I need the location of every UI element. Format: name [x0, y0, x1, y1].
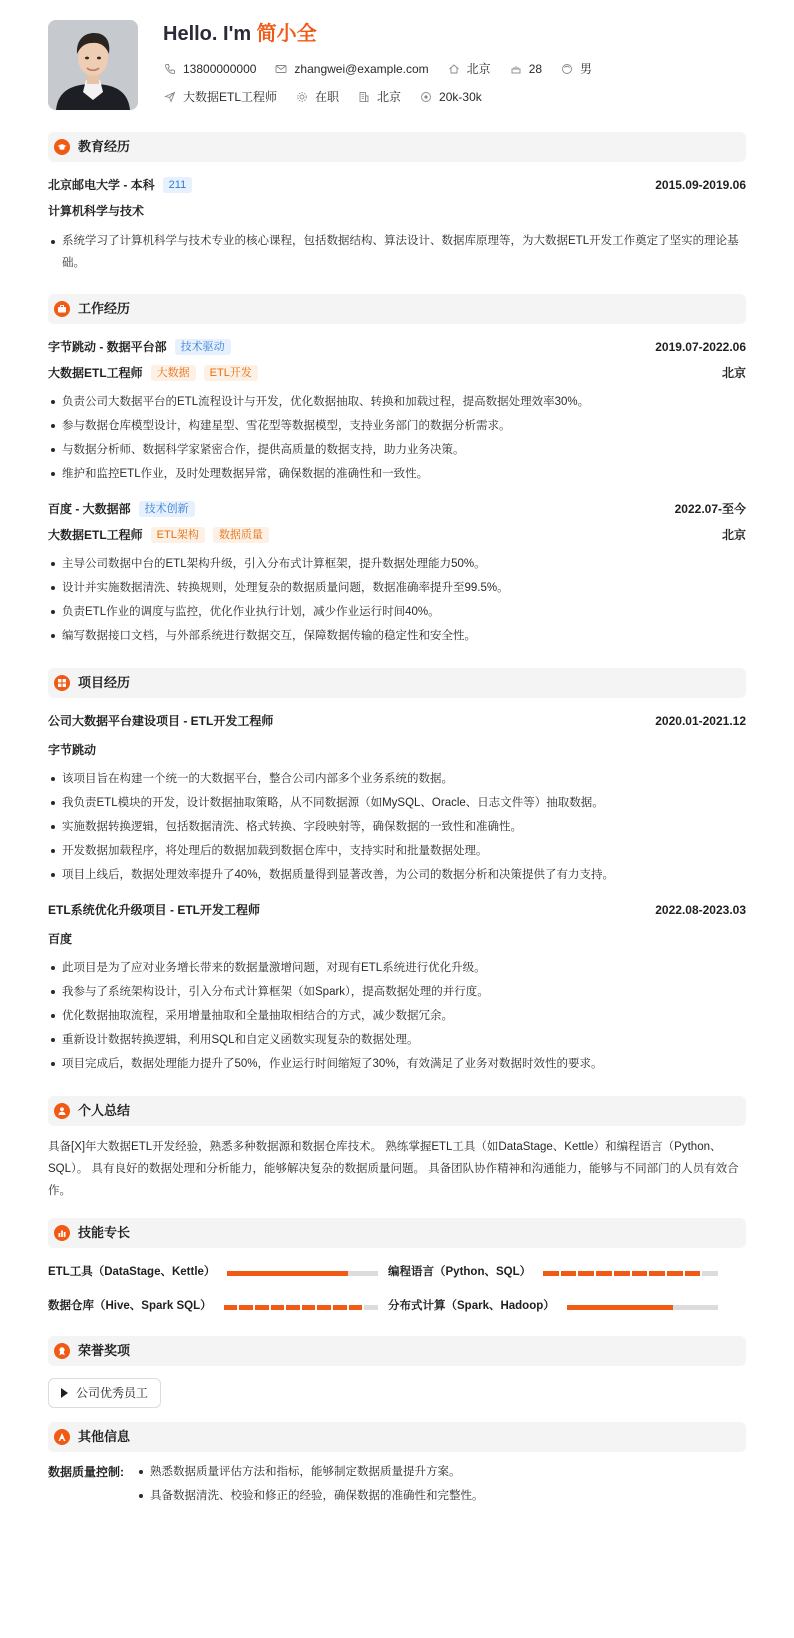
work-company-tag: 技术驱动	[175, 339, 231, 355]
education-header-row	[48, 172, 746, 198]
job-title-value: 大数据ETL工程师	[183, 90, 278, 104]
work-role-group	[48, 364, 258, 382]
phone-item	[163, 60, 256, 78]
work-location: 北京	[721, 366, 746, 380]
email-value: zhangwei@example.com	[294, 62, 429, 76]
work-company-group	[48, 338, 231, 356]
user-icon	[560, 62, 574, 76]
skill-name: ETL工具（DataStage、Kettle）	[48, 1266, 216, 1279]
section-skills	[48, 1218, 746, 1248]
list-item: 优化数据抽取流程，采用增量抽取和全量抽取相结合的方式，减少数据冗余。	[48, 1004, 746, 1028]
salary-value: 20k-30k	[439, 90, 482, 104]
avatar	[48, 20, 138, 110]
section-title-education: 教育经历	[78, 139, 131, 155]
resume-page	[48, 20, 746, 1508]
skill-bar-segment	[667, 1271, 683, 1276]
education-school-group	[48, 176, 192, 194]
skill-bar-track	[673, 1305, 718, 1310]
project-org-row	[48, 926, 746, 952]
resume-header	[48, 20, 746, 110]
job-title-item	[163, 88, 277, 106]
phone-value: 13800000000	[183, 62, 257, 76]
summary-text: 具备[X]年大数据ETL开发经验，熟悉多种数据源和数据仓库技术。 熟练掌握ETL工具（如DataStage、Kettle）和编程语言（Python、SQL）。 具有良好的数据处理和分析能力，能够解决复杂的数据质量问题。 具备团队协作精神和沟通能力，能够与不同部门的人员有效合作。	[48, 1141, 739, 1197]
other-bullets	[136, 1460, 746, 1508]
education-major-row	[48, 198, 746, 224]
skill-level-bar	[543, 1271, 718, 1276]
skill-bar-segment	[364, 1305, 378, 1310]
other-info-row	[48, 1460, 746, 1508]
project-bullets	[48, 956, 746, 1076]
graduation-cap-icon	[54, 139, 70, 155]
education-bullets	[48, 230, 746, 274]
section-title-skills: 技能专长	[78, 1225, 131, 1241]
gender-value: 男	[580, 62, 593, 76]
skill-bar-segment	[317, 1305, 331, 1310]
list-item: 开发数据加载程序，将处理后的数据加载到数据仓库中，支持实时和批量数据处理。	[48, 839, 746, 863]
target-city-item	[357, 88, 401, 106]
candidate-name: 简小全	[256, 23, 317, 45]
skill-bar-segment	[649, 1271, 665, 1276]
work-role-row	[48, 360, 746, 386]
skill-bar-fill	[567, 1305, 673, 1310]
skill-item	[48, 1290, 378, 1324]
list-item: 项目上线后，数据处理效率提升了40%，数据质量得到显著改善，为公司的数据分析和决策提供了有力支持。	[48, 863, 746, 887]
building-icon	[357, 90, 371, 104]
skill-bar-track	[348, 1271, 378, 1276]
email-item	[274, 60, 428, 78]
work-tag: 数据质量	[213, 527, 269, 543]
work-bullets	[48, 552, 746, 648]
project-title: ETL系统优化升级项目 - ETL开发工程师	[48, 903, 260, 917]
skill-level-bar	[224, 1305, 378, 1310]
list-item: 实施数据转换逻辑，包括数据清洗、格式转换、字段映射等，确保数据的一致性和准确性。	[48, 815, 746, 839]
work-tag: 大数据	[151, 365, 196, 381]
work-date: 2019.07-2022.06	[655, 340, 746, 354]
skill-bar-segment	[561, 1271, 577, 1276]
skill-item	[388, 1256, 718, 1290]
skill-bar-segment	[302, 1305, 316, 1310]
honor-chip	[48, 1378, 161, 1408]
skill-bar-fill	[227, 1271, 347, 1276]
section-title-work: 工作经历	[78, 301, 131, 317]
skill-bar-segment	[333, 1305, 347, 1310]
skill-bar-segment	[685, 1271, 701, 1276]
section-education	[48, 132, 746, 162]
work-company-group	[48, 500, 195, 518]
section-title-summary: 个人总结	[78, 1103, 131, 1119]
skill-name: 数据仓库（Hive、Spark SQL）	[48, 1300, 212, 1313]
section-title-projects: 项目经历	[78, 675, 131, 691]
list-item: 编写数据接口文档，与外部系统进行数据交互，保障数据传输的稳定性和安全性。	[48, 624, 746, 648]
gear-icon	[295, 90, 309, 104]
work-company-tag: 技术创新	[139, 501, 195, 517]
work-role-group	[48, 526, 269, 544]
project-org: 字节跳动	[48, 743, 97, 757]
contact-row	[163, 60, 610, 78]
list-item: 主导公司数据中台的ETL架构升级，引入分布式计算框架，提升数据处理能力50%。	[48, 552, 746, 576]
work-company: 百度 - 大数据部	[48, 502, 131, 516]
list-item: 维护和监控ETL作业，及时处理数据异常，确保数据的准确性和一致性。	[48, 462, 746, 486]
phone-icon	[163, 62, 177, 76]
list-item: 系统学习了计算机科学与技术专业的核心课程，包括数据结构、算法设计、数据库原理等，为大数据ETL开发工作奠定了坚实的理论基础。	[48, 230, 746, 274]
status-item	[295, 88, 339, 106]
greeting-title	[163, 20, 317, 48]
work-tag: ETL架构	[151, 527, 205, 543]
education-school: 北京邮电大学 - 本科	[48, 178, 155, 192]
project-date: 2020.01-2021.12	[655, 714, 746, 728]
section-honors	[48, 1336, 746, 1366]
skill-bar-segment	[596, 1271, 612, 1276]
skill-bar-segment	[632, 1271, 648, 1276]
work-role: 大数据ETL工程师	[48, 366, 143, 380]
skill-bar-segment	[271, 1305, 285, 1310]
work-date: 2022.07-至今	[674, 502, 746, 516]
skill-name: 分布式计算（Spark、Hadoop）	[388, 1300, 555, 1313]
education-date: 2015.09-2019.06	[655, 178, 746, 192]
skill-item	[388, 1290, 718, 1324]
education-entry	[48, 172, 746, 274]
home-icon	[447, 62, 461, 76]
list-item: 熟悉数据质量评估方法和指标，能够制定数据质量提升方案。	[136, 1460, 746, 1484]
play-icon	[61, 1388, 68, 1398]
honor-label: 公司优秀员工	[76, 1386, 149, 1400]
project-title: 公司大数据平台建设项目 - ETL开发工程师	[48, 714, 274, 728]
list-item: 重新设计数据转换逻辑，利用SQL和自定义函数实现复杂的数据处理。	[48, 1028, 746, 1052]
list-item: 具备数据清洗、校验和修正的经验，确保数据的准确性和完整性。	[136, 1484, 746, 1508]
work-bullets	[48, 390, 746, 486]
skill-item	[48, 1256, 378, 1290]
skill-bar-segment	[224, 1305, 238, 1310]
list-item: 项目完成后，数据处理能力提升了50%，作业运行时间缩短了30%，有效满足了业务对数据时效性的要求。	[48, 1052, 746, 1076]
mail-icon	[274, 62, 288, 76]
skill-level-bar	[227, 1271, 378, 1276]
work-entry-1	[48, 496, 746, 648]
gender-item	[560, 60, 592, 78]
city-item	[447, 60, 491, 78]
work-header-row	[48, 496, 746, 522]
bar-chart-icon	[54, 1225, 70, 1241]
skill-bar-segment	[255, 1305, 269, 1310]
list-item: 我参与了系统架构设计，引入分布式计算框架（如Spark），提高数据处理的并行度。	[48, 980, 746, 1004]
section-title-honors: 荣誉奖项	[78, 1343, 131, 1359]
project-header-row	[48, 708, 746, 734]
work-tag: ETL开发	[204, 365, 258, 381]
work-role: 大数据ETL工程师	[48, 528, 143, 542]
list-item: 负责ETL作业的调度与监控，优化作业执行计划，减少作业运行时间40%。	[48, 600, 746, 624]
list-item: 设计并实施数据清洗、转换规则，处理复杂的数据质量问题，数据准确率提升至99.5%。	[48, 576, 746, 600]
other-label: 数据质量控制:	[48, 1465, 124, 1479]
coin-icon	[419, 90, 433, 104]
list-item: 我负责ETL模块的开发，设计数据抽取策略，从不同数据源（如MySQL、Oracle、日志文件等）抽取数据。	[48, 791, 746, 815]
work-header-row	[48, 334, 746, 360]
greeting-prefix: Hello. I'm	[163, 23, 257, 45]
project-entry-0	[48, 708, 746, 887]
skills-grid	[48, 1256, 746, 1324]
list-item: 与数据分析师、数据科学家紧密合作，提供高质量的数据支持，助力业务决策。	[48, 438, 746, 462]
section-title-other: 其他信息	[78, 1429, 131, 1445]
list-item: 此项目是为了应对业务增长带来的数据量激增问题，对现有ETL系统进行优化升级。	[48, 956, 746, 980]
work-location: 北京	[721, 528, 746, 542]
skill-bar-segment	[239, 1305, 253, 1310]
skill-bar-segment	[286, 1305, 300, 1310]
project-org: 百度	[48, 932, 73, 946]
skill-level-bar	[567, 1305, 718, 1310]
user-icon	[54, 1103, 70, 1119]
list-item: 参与数据仓库模型设计，构建星型、雪花型等数据模型，支持业务部门的数据分析需求。	[48, 414, 746, 438]
project-entry-1	[48, 897, 746, 1076]
section-summary	[48, 1096, 746, 1126]
skill-bar-segment	[349, 1305, 363, 1310]
work-company: 字节跳动 - 数据平台部	[48, 340, 167, 354]
job-row	[163, 88, 500, 106]
award-icon	[54, 1343, 70, 1359]
salary-item	[419, 88, 482, 106]
target-city-value: 北京	[377, 90, 402, 104]
skill-bar-segment	[702, 1271, 718, 1276]
list-item: 负责公司大数据平台的ETL流程设计与开发，优化数据抽取、转换和加载过程，提高数据处理效率30%。	[48, 390, 746, 414]
project-org-row	[48, 737, 746, 763]
city-value: 北京	[466, 62, 491, 76]
project-header-row	[48, 897, 746, 923]
send-icon	[163, 90, 177, 104]
list-item: 该项目旨在构建一个统一的大数据平台，整合公司内部多个业务系统的数据。	[48, 767, 746, 791]
status-value: 在职	[315, 90, 340, 104]
briefcase-icon	[54, 301, 70, 317]
education-major: 计算机科学与技术	[48, 204, 145, 218]
skill-bar-segment	[578, 1271, 594, 1276]
work-role-row	[48, 522, 746, 548]
age-item	[509, 60, 542, 78]
project-date: 2022.08-2023.03	[655, 903, 746, 917]
skill-name: 编程语言（Python、SQL）	[388, 1266, 532, 1279]
work-entry-0	[48, 334, 746, 486]
section-work	[48, 294, 746, 324]
project-bullets	[48, 767, 746, 887]
skill-bar-segment	[543, 1271, 559, 1276]
grid-icon	[54, 675, 70, 691]
skill-bar-segment	[614, 1271, 630, 1276]
section-other	[48, 1422, 746, 1452]
section-projects	[48, 668, 746, 698]
education-tag: 211	[163, 177, 193, 193]
info-icon	[54, 1429, 70, 1445]
age-value: 28	[528, 62, 543, 76]
cake-icon	[509, 62, 523, 76]
